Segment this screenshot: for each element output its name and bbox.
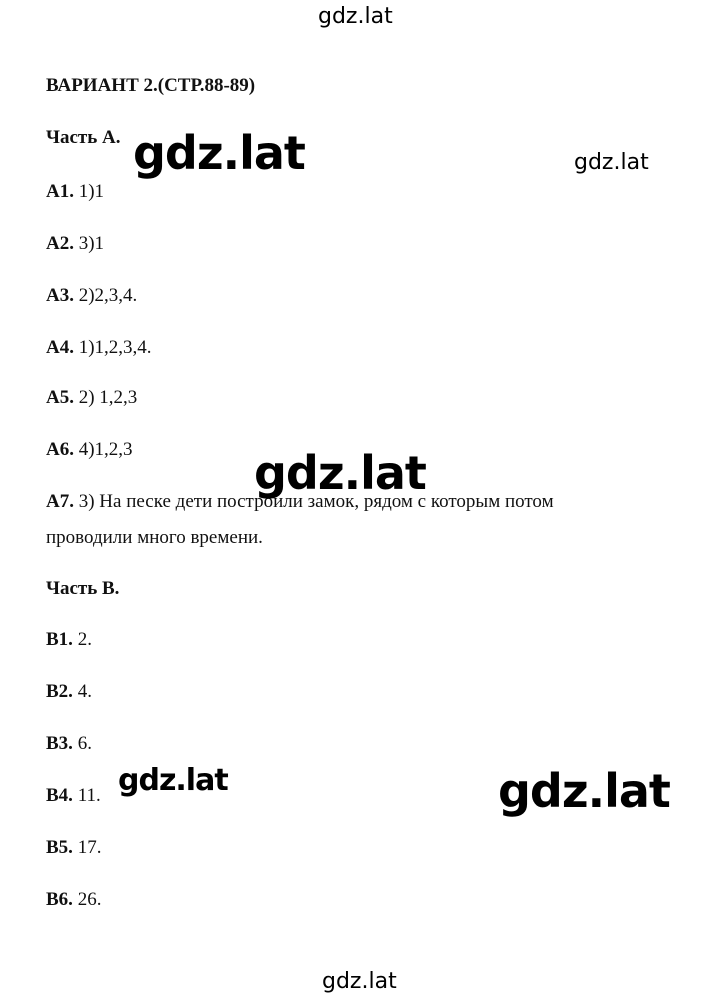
answer-value: 11. xyxy=(77,785,101,806)
answer-label: А4. xyxy=(46,337,74,358)
answer-value: 3)1 xyxy=(78,233,105,254)
answer-label: В3. xyxy=(46,733,73,754)
answer-label: В5. xyxy=(46,837,73,858)
answer-label: А6. xyxy=(46,439,74,460)
part-b-heading: Часть В. xyxy=(46,578,120,599)
answer-b5 xyxy=(46,838,101,857)
part-a-heading: Часть А. xyxy=(46,127,121,148)
watermark-big-right-bottom: gdz.lat xyxy=(498,764,670,818)
answer-value: 4)1,2,3 xyxy=(78,439,133,460)
answer-label: В1. xyxy=(46,629,73,650)
answer-b1 xyxy=(46,630,92,649)
answer-b3 xyxy=(46,734,92,753)
page-title: ВАРИАНТ 2.(СТР.88-89) xyxy=(46,75,256,96)
answer-value: 4. xyxy=(77,681,92,702)
answer-label: В2. xyxy=(46,681,73,702)
answer-a5 xyxy=(46,388,137,407)
answer-value: 2)2,3,4. xyxy=(78,285,138,306)
answer-label: А1. xyxy=(46,181,74,202)
answer-label: А7. xyxy=(46,491,74,512)
answer-a2 xyxy=(46,234,104,253)
answer-value: 2) 1,2,3 xyxy=(78,387,138,408)
watermark-big-center: gdz.lat xyxy=(254,446,426,500)
watermark-top: gdz.lat xyxy=(318,4,393,29)
answer-value: 1)1 xyxy=(78,181,105,202)
watermark-small-right-top: gdz.lat xyxy=(574,150,649,175)
answer-a6 xyxy=(46,440,133,459)
answer-a3 xyxy=(46,286,137,305)
answer-label: В4. xyxy=(46,785,73,806)
answer-label: А5. xyxy=(46,387,74,408)
answer-value: 2. xyxy=(77,629,92,650)
answer-a7-continuation: проводили много времени. xyxy=(46,527,263,548)
answer-value: 6. xyxy=(77,733,92,754)
watermark-big-left-top: gdz.lat xyxy=(133,126,305,180)
watermark-bottom: gdz.lat xyxy=(322,969,397,994)
answer-a4 xyxy=(46,338,152,357)
answer-label: В6. xyxy=(46,889,73,910)
answer-value: 26. xyxy=(77,889,102,910)
watermark-mid-left-bottom: gdz.lat xyxy=(118,763,228,798)
answer-b4 xyxy=(46,786,101,805)
answer-b6 xyxy=(46,890,101,909)
answer-b2 xyxy=(46,682,92,701)
answer-label: А2. xyxy=(46,233,74,254)
answer-value: 3) На песке дети построили замок, рядом с которым потом xyxy=(78,491,554,512)
answer-a1 xyxy=(46,182,104,201)
answer-value: 1)1,2,3,4. xyxy=(78,337,152,358)
answer-label: А3. xyxy=(46,285,74,306)
answer-value: 17. xyxy=(77,837,102,858)
